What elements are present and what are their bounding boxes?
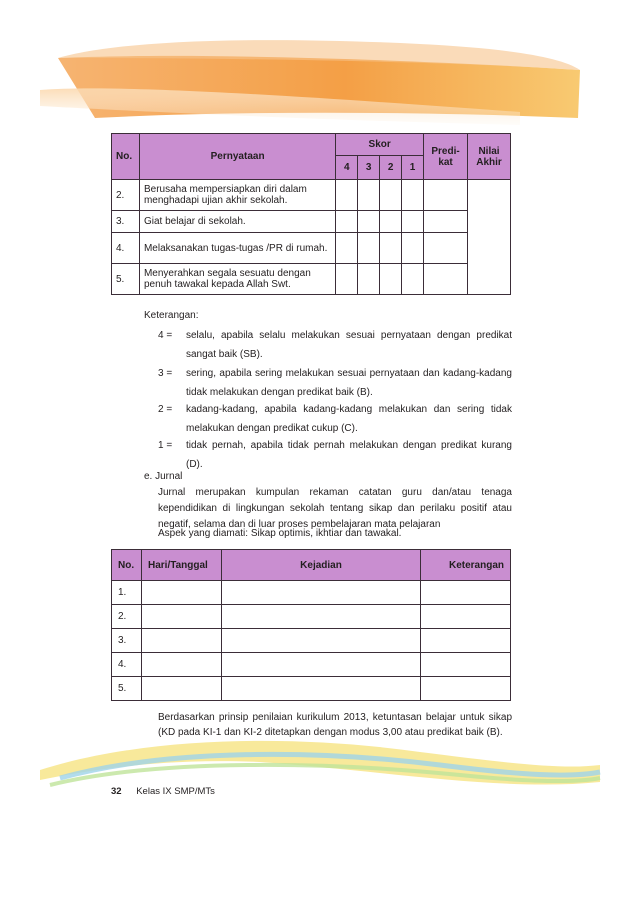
header-kejadian: Kejadian [221, 550, 420, 581]
keterangan-title: Keterangan: [144, 310, 199, 321]
skor-3: 3 [358, 156, 380, 180]
jurnal-heading: e. Jurnal [144, 471, 183, 482]
jurnal-table [111, 549, 511, 701]
score-cell [380, 180, 402, 211]
kejadian-cell [221, 605, 420, 629]
score-cell [358, 233, 380, 264]
table-row [112, 629, 511, 653]
header-no: No. [112, 134, 140, 180]
hari-cell [141, 677, 221, 701]
header-pernyataan: Pernyataan [139, 134, 335, 180]
predikat-cell [424, 180, 468, 211]
score-cell [380, 233, 402, 264]
nilai-akhir-cell [468, 180, 511, 295]
table-row [112, 180, 511, 211]
top-banner-decoration [0, 0, 638, 135]
jurnal-paragraph: Jurnal merupakan kumpulan rekaman catatan guru dan/atau tenaga kependidikan di lingkungan sekolah tentang sikap dan perilaku positif atau negatif, selama dan di luar proses pembelajaran mata pelajaran [158, 487, 512, 530]
keterangan-cell [421, 581, 511, 605]
predikat-cell [424, 211, 468, 233]
row-number: 3. [112, 211, 140, 233]
score-cell [336, 264, 358, 295]
header-skor: Skor [336, 134, 424, 156]
table-row [112, 653, 511, 677]
table-row [112, 605, 511, 629]
jurnal-aspek: Aspek yang diamati: Sikap optimis, ikhtiar dan tawakal. [158, 528, 402, 539]
keterangan-cell [421, 677, 511, 701]
row-number: 2. [112, 180, 140, 211]
kejadian-cell [221, 629, 420, 653]
score-cell [358, 180, 380, 211]
row-statement: Berusaha mempersiapkan diri dalam menghadapi ujian akhir sekolah. [139, 180, 335, 211]
table-row [112, 233, 511, 264]
row-number: 5. [112, 264, 140, 295]
keterangan-num-4: 4 = [158, 330, 173, 341]
keterangan-cell [421, 605, 511, 629]
keterangan-num-2: 2 = [158, 404, 173, 415]
header-no: No. [112, 550, 142, 581]
header-predikat: Predi- kat [424, 134, 468, 180]
score-cell [336, 211, 358, 233]
row-number: 1. [112, 581, 142, 605]
row-number: 4. [112, 653, 142, 677]
keterangan-num-1: 1 = [158, 440, 173, 451]
keterangan-text-4: selalu, apabila selalu melakukan sesuai pernyataan dengan predikat sangat baik (SB). [186, 330, 512, 360]
predikat-cell [424, 233, 468, 264]
score-cell [336, 180, 358, 211]
penilaian-sikap-table [111, 133, 511, 295]
kejadian-cell [221, 581, 420, 605]
kejadian-cell [221, 677, 420, 701]
keterangan-cell [421, 629, 511, 653]
score-cell [380, 264, 402, 295]
score-cell [402, 233, 424, 264]
keterangan-text-2: kadang-kadang, apabila kadang-kadang melakukan dan sering tidak melakukan dengan predikat cukup (C). [186, 404, 512, 434]
row-number: 5. [112, 677, 142, 701]
predikat-cell [424, 264, 468, 295]
score-cell [402, 264, 424, 295]
row-statement: Melaksanakan tugas-tugas /PR di rumah. [139, 233, 335, 264]
score-cell [358, 264, 380, 295]
skor-1: 1 [402, 156, 424, 180]
table-row [112, 264, 511, 295]
row-statement: Giat belajar di sekolah. [139, 211, 335, 233]
skor-2: 2 [380, 156, 402, 180]
score-cell [402, 180, 424, 211]
hari-cell [141, 581, 221, 605]
score-cell [358, 211, 380, 233]
keterangan-text-3: sering, apabila sering melakukan sesuai pernyataan dan kadang-kadang tidak melakukan dengan predikat baik (B). [186, 368, 512, 398]
row-number: 3. [112, 629, 142, 653]
hari-cell [141, 653, 221, 677]
kejadian-cell [221, 653, 420, 677]
keterangan-num-3: 3 = [158, 368, 173, 379]
closing-paragraph: Berdasarkan prinsip penilaian kurikulum 2013, ketuntasan belajar untuk sikap (KD pada KI-1 dan KI-2 ditetapkan dengan modus 3,00 atau predikat baik (B). [158, 712, 512, 738]
table-row [112, 211, 511, 233]
header-nilai-akhir: Nilai Akhir [468, 134, 511, 180]
score-cell [402, 211, 424, 233]
header-hari-tanggal: Hari/Tanggal [141, 550, 221, 581]
row-number: 4. [112, 233, 140, 264]
score-cell [336, 233, 358, 264]
row-number: 2. [112, 605, 142, 629]
skor-4: 4 [336, 156, 358, 180]
hari-cell [141, 629, 221, 653]
book-title: Kelas IX SMP/MTs [136, 786, 215, 797]
table-row [112, 581, 511, 605]
keterangan-cell [421, 653, 511, 677]
row-statement: Menyerahkan segala sesuatu dengan penuh tawakal kepada Allah Swt. [139, 264, 335, 295]
table-row [112, 677, 511, 701]
score-cell [380, 211, 402, 233]
header-keterangan: Keterangan [421, 550, 511, 581]
hari-cell [141, 605, 221, 629]
page-footer [111, 786, 215, 797]
keterangan-text-1: tidak pernah, apabila tidak pernah melakukan dengan predikat kurang (D). [186, 440, 512, 470]
page-number: 32 [111, 786, 122, 797]
